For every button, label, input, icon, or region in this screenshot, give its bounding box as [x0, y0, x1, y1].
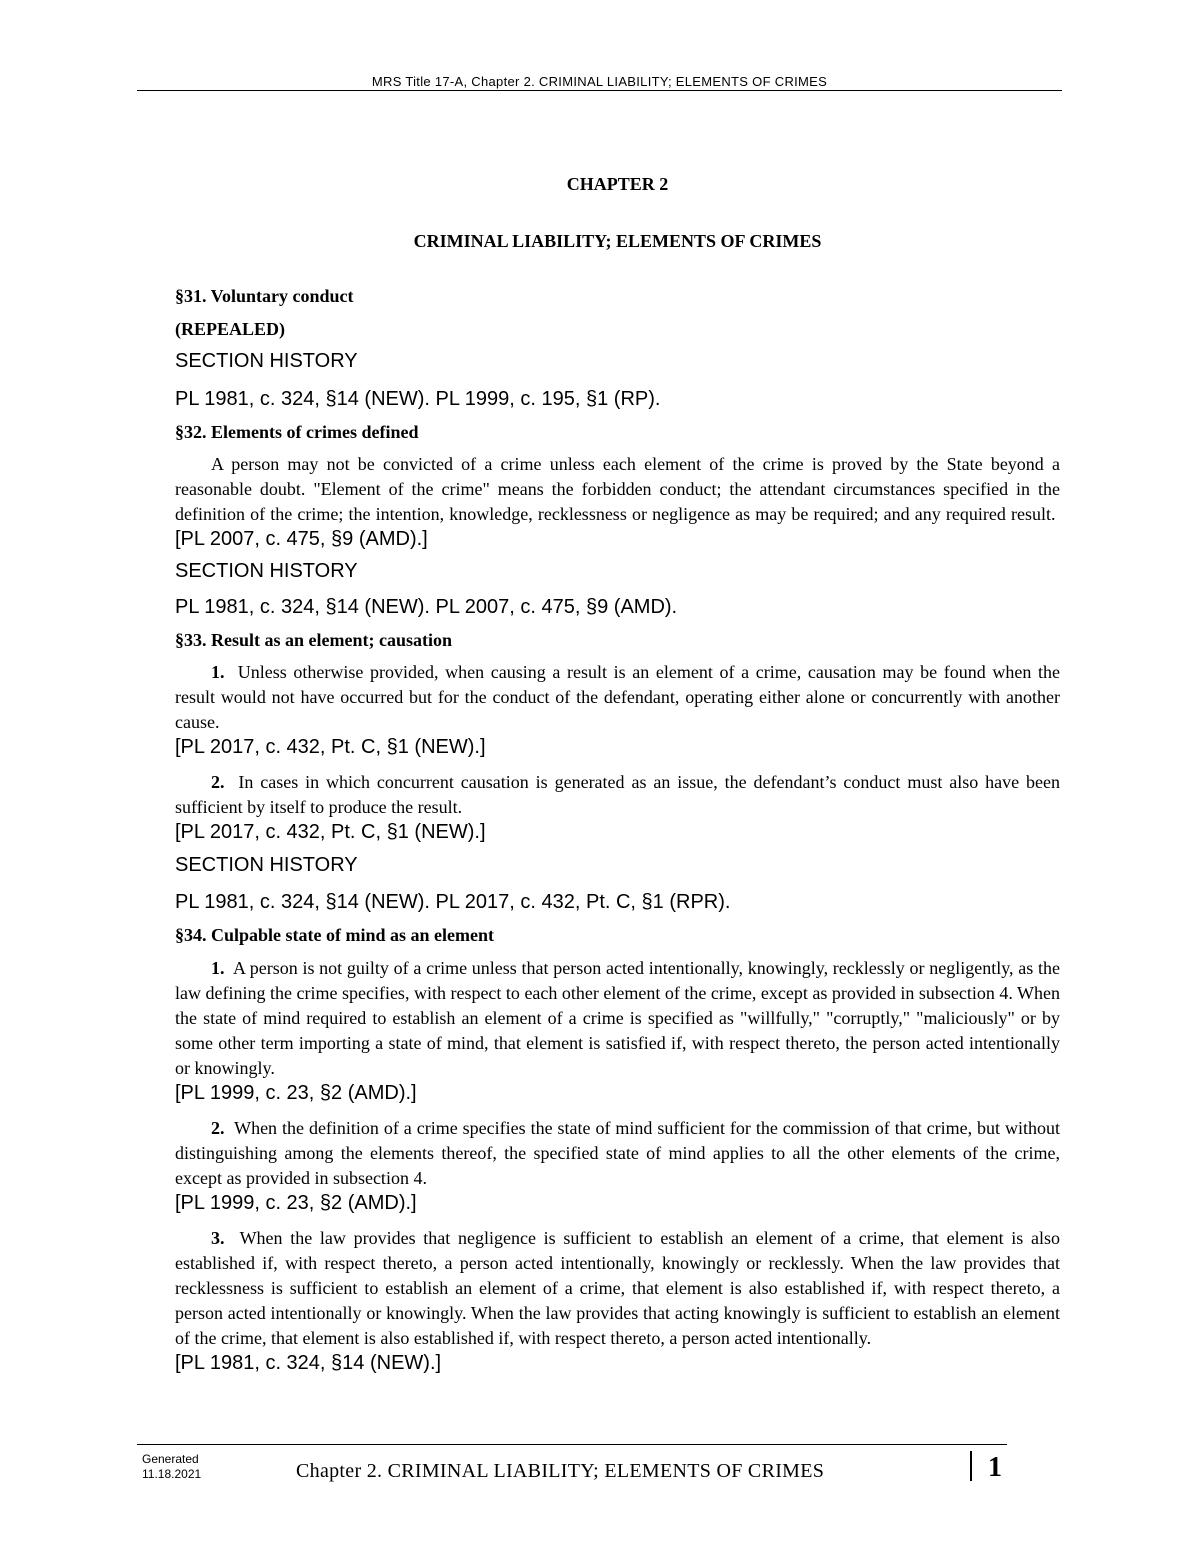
subsection-text: Unless otherwise provided, when causing a result is an element of a crime, causation may be found when the result would not have occurred but for the conduct of the defendant, operating either alone or concurrently with another cause. [175, 662, 1061, 732]
section-33-history: PL 1981, c. 324, §14 (NEW). PL 2017, c. 432, Pt. C, §1 (RPR). [175, 891, 731, 913]
subsection-number: 2. [211, 772, 225, 792]
subsection-number: 1. [211, 662, 225, 682]
footer-rule [137, 1444, 1007, 1445]
section-33-subsection-1-note: [PL 2017, c. 432, Pt. C, §1 (NEW).] [175, 736, 486, 758]
subsection-number: 2. [211, 1118, 225, 1138]
header-rule [137, 90, 1062, 91]
section-34-heading: §34. Culpable state of mind as an element [175, 925, 494, 945]
section-33-subsection-2 [175, 770, 1060, 820]
subsection-text: When the law provides that negligence is sufficient to establish an element of a crime, that element is also established if, with respect thereto, a person acted intentionally, knowingly or recklessly. When the law provides that recklessness is sufficient to establish an element of a crime, that element is also established if, with respect thereto, a person acted intentionally or knowingly. When the law provides that acting knowingly is sufficient to establish an element of the crime, that element is also established if, with respect thereto, a person acted intentionally. [175, 1228, 1060, 1348]
section-34-subsection-2-note: [PL 1999, c. 23, §2 (AMD).] [175, 1192, 417, 1214]
chapter-label: CHAPTER 2 [566, 174, 669, 194]
section-33-history-label: SECTION HISTORY [175, 854, 358, 876]
generated-label: Generated [142, 1452, 199, 1466]
section-31-history: PL 1981, c. 324, §14 (NEW). PL 1999, c. 195, §1 (RP). [175, 388, 661, 410]
section-32-history-label: SECTION HISTORY [175, 560, 358, 582]
running-header: MRS Title 17-A, Chapter 2. CRIMINAL LIABILITY; ELEMENTS OF CRIMES [371, 74, 828, 89]
footer-divider [970, 1451, 972, 1481]
footer-generated [142, 1452, 201, 1482]
section-32-text: A person may not be convicted of a crime unless each element of the crime is proved by the State beyond a reasonable doubt. "Element of the crime" means the forbidden conduct; the attendant circumstances specified in the definition of the crime; the intention, knowledge, recklessness or negligence as may be required; and any required result. [175, 454, 1060, 524]
section-33-subsection-2-note: [PL 2017, c. 432, Pt. C, §1 (NEW).] [175, 821, 486, 843]
subsection-number: 3. [211, 1228, 225, 1248]
section-34-subsection-2 [175, 1116, 1060, 1191]
section-34-subsection-1-note: [PL 1999, c. 23, §2 (AMD).] [175, 1082, 417, 1104]
section-31-heading: §31. Voluntary conduct [175, 286, 354, 306]
subsection-number: 1. [211, 958, 225, 978]
subsection-text: In cases in which concurrent causation is generated as an issue, the defendant’s conduct must also have been sufficient by itself to produce the result. [175, 772, 1061, 817]
chapter-title: CRIMINAL LIABILITY; ELEMENTS OF CRIMES [413, 231, 822, 251]
generated-date: 11.18.2021 [142, 1467, 202, 1481]
section-32-history: PL 1981, c. 324, §14 (NEW). PL 2007, c. 475, §9 (AMD). [175, 596, 678, 618]
section-32-paragraph [175, 452, 1060, 552]
footer-chapter-title: Chapter 2. CRIMINAL LIABILITY; ELEMENTS OF CRIMES [296, 1460, 825, 1482]
section-31-status: (REPEALED) [175, 319, 286, 339]
section-32-note: [PL 2007, c. 475, §9 (AMD).] [175, 528, 428, 550]
section-33-heading: §33. Result as an element; causation [175, 630, 452, 650]
section-34-subsection-3 [175, 1226, 1060, 1351]
section-31-history-label: SECTION HISTORY [175, 350, 358, 372]
subsection-text: A person is not guilty of a crime unless that person acted intentionally, knowingly, recklessly or negligently, as the law defining the crime specifies, with respect to each other element of the crime, except as provided in subsection 4. When the state of mind required to establish an element of a crime is specified as "willfully," "corruptly," "maliciously" or by some other term importing a state of mind, that element is satisfied if, with respect thereto, the person acted intentionally or knowingly. [175, 958, 1060, 1078]
page-number: 1 [988, 1452, 1002, 1483]
section-34-subsection-1 [175, 956, 1060, 1081]
section-33-subsection-1 [175, 660, 1060, 735]
section-34-subsection-3-note: [PL 1981, c. 324, §14 (NEW).] [175, 1352, 442, 1374]
document-body [175, 172, 1060, 1376]
section-32-heading: §32. Elements of crimes defined [175, 422, 419, 442]
subsection-text: When the definition of a crime specifies the state of mind sufficient for the commission of that crime, but without distinguishing among the elements thereof, the specified state of mind applies to all the other elements of the crime, except as provided in subsection 4. [175, 1118, 1060, 1188]
